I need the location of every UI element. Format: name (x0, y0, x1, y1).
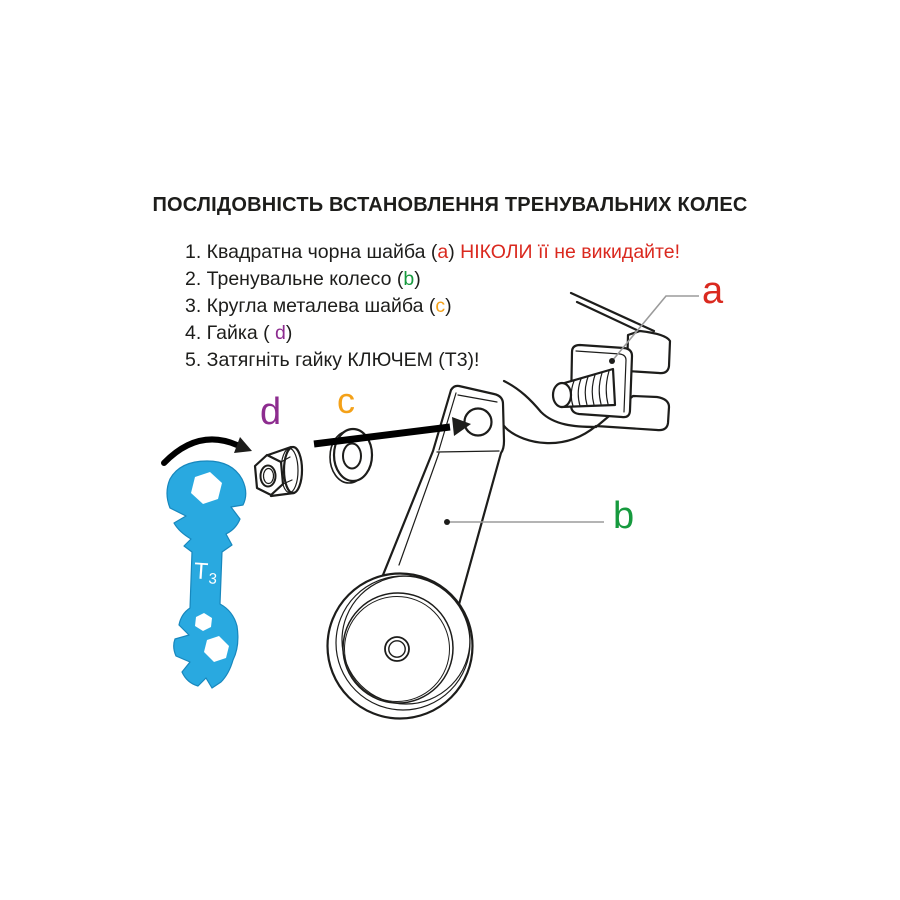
part-label-c: c (337, 380, 355, 421)
wrench-size-label (193, 557, 218, 588)
wrench-size-sub: 3 (207, 570, 218, 588)
step-text: ) (445, 295, 452, 317)
part-ref-a: a (437, 241, 449, 263)
part-label-b: b (613, 495, 635, 537)
hex-nut-drawing (255, 447, 302, 496)
part-label-a: a (702, 270, 724, 312)
training-wheel-drawing (328, 574, 473, 719)
step-text: 4. Гайка ( (185, 322, 276, 344)
step-text: ) (285, 322, 293, 344)
part-ref-d: d (275, 322, 286, 344)
part-ref-c: c (435, 295, 446, 317)
step-text: ) (414, 268, 421, 290)
rotation-arrow-icon (164, 437, 252, 463)
warning-text: НІКОЛИ її не викидайте! (460, 241, 681, 263)
step-text: 3. Кругла металева шайба ( (185, 295, 436, 317)
part-label-d: d (260, 391, 282, 433)
part-ref-b: b (403, 268, 415, 290)
step-text: ) (448, 241, 461, 263)
step-text: 2. Тренувальне колесо ( (185, 268, 404, 290)
page-title: ПОСЛІДОВНІСТЬ ВСТАНОВЛЕННЯ ТРЕНУВАЛЬНИХ КОЛЕС (152, 194, 748, 216)
step-text: 1. Квадратна чорна шайба ( (185, 241, 438, 263)
wrench-size-main: Т (193, 557, 209, 585)
step-text: 5. Затягніть гайку КЛЮЧЕМ (Т3)! (185, 349, 480, 371)
